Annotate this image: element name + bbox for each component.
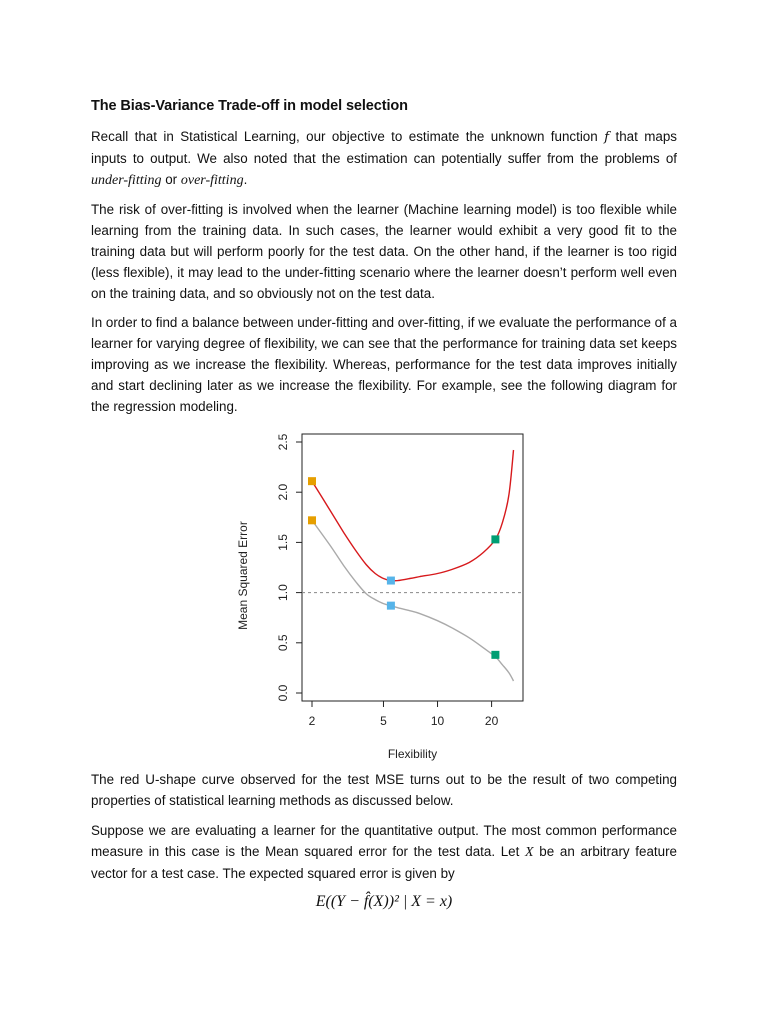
page-title: The Bias-Variance Trade-off in model selection bbox=[91, 98, 408, 114]
test-mse-curve bbox=[312, 450, 514, 581]
y-tick-label: 0.0 bbox=[276, 685, 291, 702]
expected-error-equation: E((Y − f̂(X))² | X = x) bbox=[315, 893, 453, 911]
paragraph-5 bbox=[91, 821, 677, 884]
p5-text-a: Suppose we are evaluating a learner for the quantitative output. The most common performance measure in this case is the Mean squared error for the test data. Let bbox=[91, 822, 677, 859]
data-point-marker bbox=[308, 478, 316, 486]
y-axis-label: Mean Squared Error bbox=[236, 521, 250, 631]
data-point-marker bbox=[491, 536, 499, 544]
document-page bbox=[91, 96, 677, 923]
x-tick-label: 2 bbox=[308, 714, 316, 729]
p1-text-b: that maps inputs to output. We also noted that the estimation can potentially suffer from the problems of bbox=[91, 129, 677, 166]
paragraph-3: In order to find a balance between under-fitting and over-fitting, if we evaluate the performance of a learner for varying degree of flexibility, we can see that the performance for training data set keeps improving as we increase the flexibility. Whereas, performance for the test data improves initially and start declining later as we increase the flexibility. For example, see the following diagram for the regression modeling. bbox=[91, 315, 677, 414]
variable-x: X bbox=[525, 844, 534, 860]
mse-flexibility-figure bbox=[91, 426, 677, 764]
paragraph-1 bbox=[91, 127, 677, 191]
y-tick-label: 2.5 bbox=[276, 434, 291, 451]
over-fitting-term: over-fitting bbox=[180, 172, 244, 188]
data-point-marker bbox=[387, 602, 395, 610]
p1-text-end: . bbox=[243, 171, 248, 187]
data-point-marker bbox=[491, 651, 499, 659]
y-tick-label: 0.5 bbox=[276, 634, 291, 652]
p1-text-or: or bbox=[161, 171, 181, 187]
paragraph-4: The red U-shape curve observed for the test MSE turns out to be the result of two competing properties of statistical learning methods as discussed below. bbox=[91, 772, 677, 809]
x-axis-label: Flexibility bbox=[387, 747, 438, 762]
plot-frame bbox=[302, 434, 523, 701]
p1-text-a: Recall that in Statistical Learning, our objective to estimate the unknown function bbox=[91, 129, 605, 144]
y-tick-label: 1.5 bbox=[276, 534, 291, 552]
x-tick-label: 20 bbox=[484, 714, 499, 729]
y-tick-label: 1.0 bbox=[276, 584, 291, 602]
paragraph-2: The risk of over-fitting is involved when the learner (Machine learning model) is too flexible while learning from the training data. In such cases, the learner would exhibit a very good fit to the training data but will perform poorly for the test data. On the other hand, if the learner is too rigid (less flexible), it may lead to the under-fitting scenario where the learner doesn’t perform well even on the training data, and so obviously not on the test data. bbox=[91, 202, 677, 301]
data-point-marker bbox=[387, 577, 395, 585]
x-tick-label: 5 bbox=[380, 714, 387, 729]
mse-chart bbox=[91, 426, 677, 764]
under-fitting-term: under-fitting bbox=[91, 172, 162, 188]
data-point-marker bbox=[308, 517, 316, 525]
y-tick-label: 2.0 bbox=[276, 484, 291, 501]
p5-text-b: be an arbitrary feature vector for a test case. The expected squared error is given by bbox=[91, 843, 677, 881]
x-tick-label: 10 bbox=[430, 714, 445, 729]
function-f: f bbox=[604, 130, 610, 145]
training-mse-curve bbox=[312, 521, 514, 682]
